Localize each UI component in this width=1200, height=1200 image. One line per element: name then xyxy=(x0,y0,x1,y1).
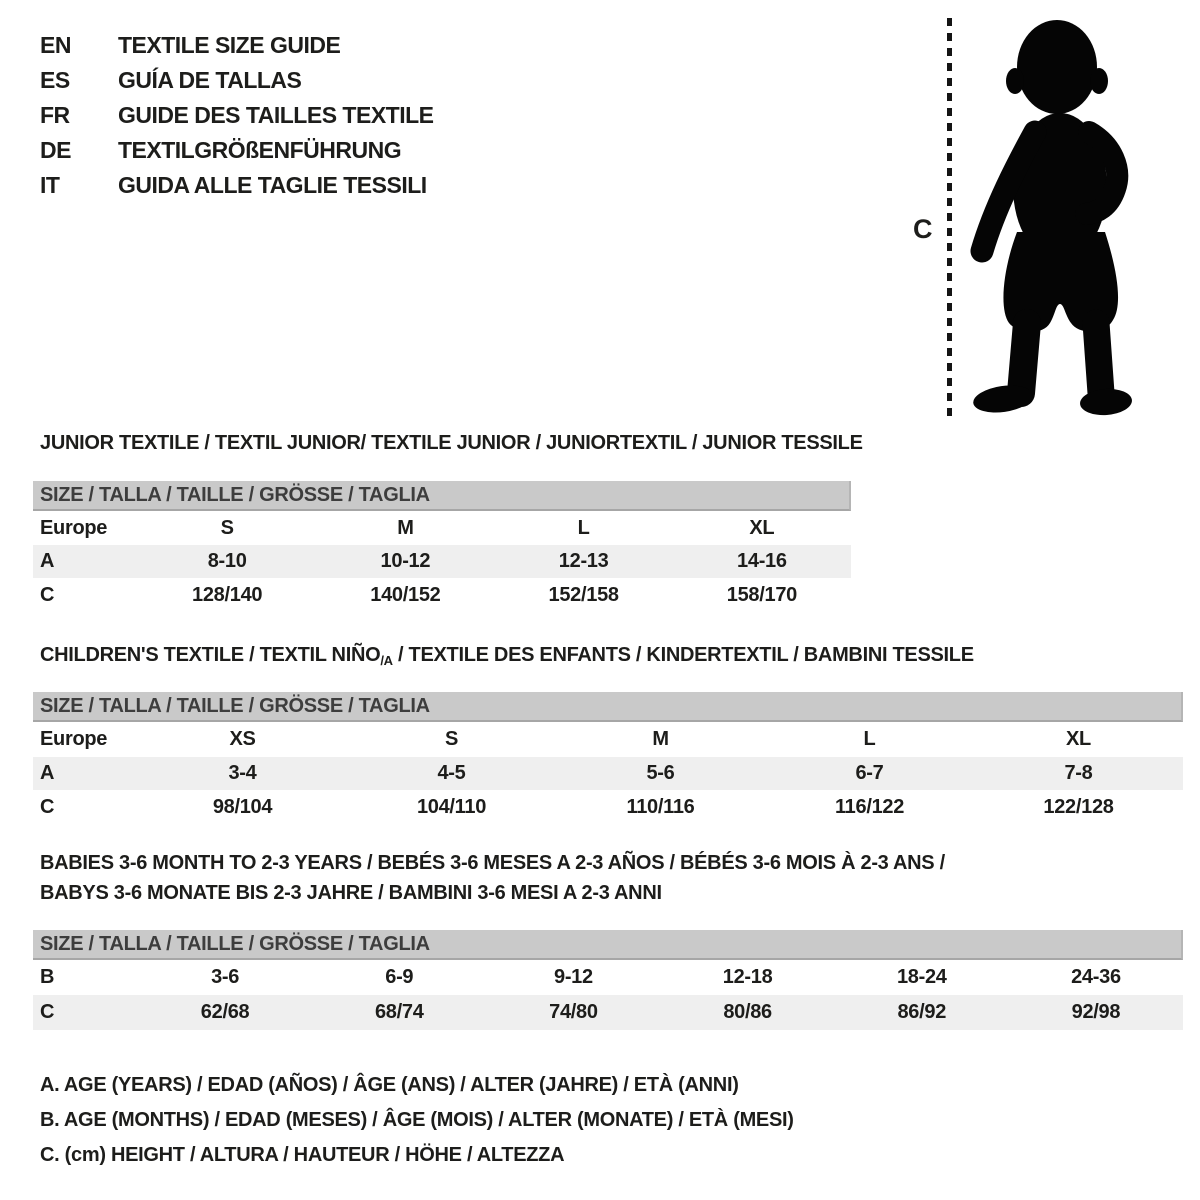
table-row xyxy=(33,578,851,612)
row-label: A xyxy=(40,550,55,572)
size-cell: 24-36 xyxy=(1071,966,1121,988)
size-cell: 10-12 xyxy=(380,550,431,572)
size-cell: S xyxy=(220,516,234,539)
table-row xyxy=(33,960,1183,995)
size-cell: XL xyxy=(1066,728,1091,750)
table-body-junior xyxy=(33,511,851,612)
language-title: TEXTILE SIZE GUIDE xyxy=(118,32,341,58)
height-measure-dotted-line xyxy=(947,18,952,416)
size-cell: 4-5 xyxy=(437,762,466,784)
table-body-babies xyxy=(33,960,1183,1030)
language-row-de xyxy=(40,133,434,168)
table-row xyxy=(33,995,1183,1030)
table-header-junior: SIZE / TALLA / TAILLE / GRÖSSE / TAGLIA xyxy=(33,481,851,511)
row-label: Europe xyxy=(40,516,108,539)
language-row-it xyxy=(40,168,434,203)
row-label: C xyxy=(40,1001,55,1023)
language-row-fr xyxy=(40,98,434,133)
language-code: FR xyxy=(40,102,70,128)
row-label: A xyxy=(40,762,55,784)
table-row xyxy=(33,790,1183,825)
section-title-babies xyxy=(40,848,945,908)
size-cell: 122/128 xyxy=(1043,796,1114,818)
language-row-es xyxy=(40,63,434,98)
table-row xyxy=(33,545,851,578)
section-title-children xyxy=(40,644,974,668)
table-row xyxy=(33,722,1183,757)
table-header-babies: SIZE / TALLA / TAILLE / GRÖSSE / TAGLIA xyxy=(33,930,1183,960)
size-cell: 116/122 xyxy=(834,796,905,818)
language-code: IT xyxy=(40,172,60,198)
size-cell: L xyxy=(863,728,876,750)
table-body-children xyxy=(33,722,1183,825)
table-header-children: SIZE / TALLA / TAILLE / GRÖSSE / TAGLIA xyxy=(33,692,1183,722)
language-row-en xyxy=(40,28,434,63)
language-title: GUIDE DES TAILLES TEXTILE xyxy=(118,102,434,128)
row-label: C xyxy=(40,583,55,606)
size-cell: 86/92 xyxy=(897,1001,947,1023)
language-title-list xyxy=(40,28,434,203)
section-title-junior: JUNIOR TEXTILE / TEXTIL JUNIOR/ TEXTILE JUNIOR / JUNIORTEXTIL / JUNIOR TESSILE xyxy=(40,432,863,454)
table-row xyxy=(33,757,1183,790)
row-label: C xyxy=(40,796,55,818)
size-cell: 92/98 xyxy=(1071,1001,1121,1023)
size-cell: 12-18 xyxy=(722,966,773,988)
size-cell: 6-9 xyxy=(385,966,414,988)
size-cell: L xyxy=(577,516,590,539)
language-title: TEXTILGRÖßENFÜHRUNG xyxy=(118,137,402,163)
size-cell: 8-10 xyxy=(207,550,247,572)
size-cell: 12-13 xyxy=(558,550,609,572)
size-cell: 158/170 xyxy=(726,583,797,606)
size-cell: 68/74 xyxy=(374,1001,424,1023)
size-cell: 98/104 xyxy=(212,796,273,818)
size-cell: 6-7 xyxy=(855,762,884,784)
size-cell: 110/116 xyxy=(626,796,695,818)
size-cell: 104/110 xyxy=(416,796,487,818)
children-title-after: / TEXTILE DES ENFANTS / KINDERTEXTIL / BAMBINI TESSILE xyxy=(392,644,974,666)
size-cell: XL xyxy=(749,516,775,539)
size-cell: S xyxy=(444,728,459,750)
size-cell: 74/80 xyxy=(549,1001,598,1023)
table-row xyxy=(33,511,851,545)
measurement-legend xyxy=(40,1068,794,1173)
size-cell: 9-12 xyxy=(554,966,593,988)
size-cell: 3-6 xyxy=(211,966,240,988)
size-cell: 62/68 xyxy=(200,1001,250,1023)
children-title-before: CHILDREN'S TEXTILE / TEXTIL NIÑO xyxy=(40,644,381,666)
row-label: Europe xyxy=(40,728,108,750)
language-title: GUIDA ALLE TAGLIE TESSILI xyxy=(118,172,427,198)
height-measure-label: C xyxy=(913,214,933,244)
junior-size-table xyxy=(33,481,851,612)
size-cell: M xyxy=(652,728,669,750)
row-label: B xyxy=(40,966,55,988)
size-cell: 140/152 xyxy=(370,583,441,606)
size-cell: 3-4 xyxy=(228,762,257,784)
size-cell: 128/140 xyxy=(192,583,263,606)
size-cell: XS xyxy=(229,728,256,750)
size-cell: 18-24 xyxy=(896,966,947,988)
legend-line-b: B. AGE (MONTHS) / EDAD (MESES) / ÂGE (MOIS) / ALTER (MONATE) / ETÀ (MESI) xyxy=(40,1109,794,1131)
babies-title-line-1: BABIES 3-6 MONTH TO 2-3 YEARS / BEBÉS 3-6 MESES A 2-3 AÑOS / BÉBÉS 3-6 MOIS À 2-3 ANS / xyxy=(40,852,945,874)
size-cell: M xyxy=(397,516,414,539)
babies-title-line-2: BABYS 3-6 MONATE BIS 2-3 JAHRE / BAMBINI 3-6 MESI A 2-3 ANNI xyxy=(40,882,662,904)
size-cell: 152/158 xyxy=(548,583,619,606)
toddler-silhouette-image xyxy=(965,17,1135,417)
size-cell: 80/86 xyxy=(723,1001,772,1023)
size-cell: 5-6 xyxy=(646,762,675,784)
language-title: GUÍA DE TALLAS xyxy=(118,67,302,93)
language-code: DE xyxy=(40,137,71,163)
legend-line-c: C. (cm) HEIGHT / ALTURA / HAUTEUR / HÖHE / ALTEZZA xyxy=(40,1144,565,1166)
language-code: ES xyxy=(40,67,70,93)
size-cell: 14-16 xyxy=(737,550,787,572)
children-size-table xyxy=(33,692,1183,825)
children-title-sub: /A xyxy=(380,653,393,668)
babies-size-table xyxy=(33,930,1183,1030)
legend-line-a: A. AGE (YEARS) / EDAD (AÑOS) / ÂGE (ANS) / ALTER (JAHRE) / ETÀ (ANNI) xyxy=(40,1074,739,1096)
language-code: EN xyxy=(40,32,71,58)
size-cell: 7-8 xyxy=(1064,762,1093,784)
